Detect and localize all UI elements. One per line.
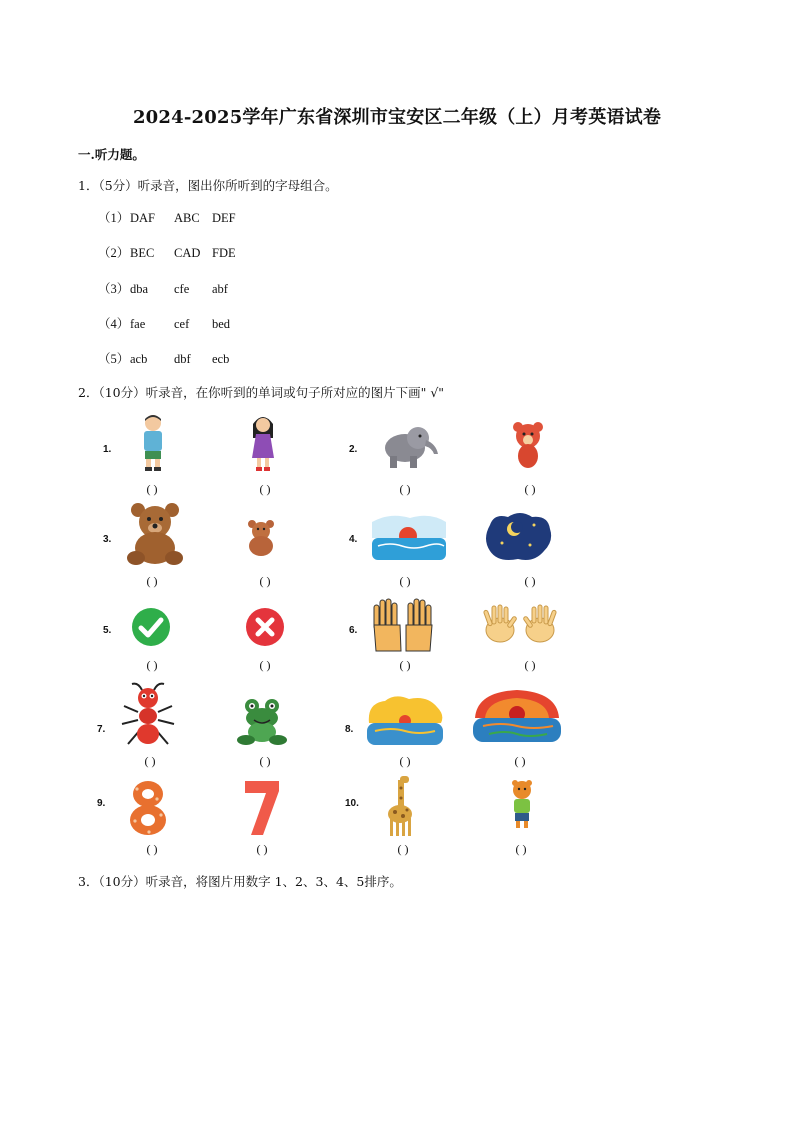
question-3-prompt: 3．（10分）听录音，将图片用数字 1、2、3、4、5排序。 <box>78 874 402 889</box>
option-a[interactable]: acb <box>130 352 148 366</box>
sunrise-over-sea-icon <box>370 512 448 562</box>
option-a[interactable]: dba <box>130 282 149 296</box>
question-2-prompt: 2．（10分）听录音，在你听到的单词或句子所对应的图片下画" √" <box>78 385 445 400</box>
option-b[interactable]: cef <box>174 317 190 331</box>
option-a[interactable]: fae <box>130 317 146 331</box>
option-row <box>98 279 228 297</box>
option-b[interactable]: cfe <box>174 282 190 296</box>
answer-blank[interactable]: ( ) <box>146 658 158 672</box>
girl-icon <box>248 412 278 472</box>
answer-blank[interactable]: ( ) <box>259 482 271 496</box>
option-number: （5） <box>98 352 130 366</box>
boy-icon <box>138 412 168 472</box>
answer-blank[interactable]: ( ) <box>524 574 536 588</box>
answer-blank[interactable]: ( ) <box>524 658 536 672</box>
answer-blank[interactable]: ( ) <box>259 574 271 588</box>
picture-number: 6. <box>349 625 358 636</box>
option-a[interactable]: BEC <box>130 246 155 260</box>
elephant-icon <box>380 418 440 470</box>
sunset-red-icon <box>471 688 563 746</box>
night-moon-icon <box>484 511 554 563</box>
option-number: （2） <box>98 246 130 260</box>
option-number: （3） <box>98 282 130 296</box>
sunset-icon <box>365 693 445 749</box>
option-c[interactable]: DEF <box>212 211 236 225</box>
answer-blank[interactable]: ( ) <box>256 842 268 856</box>
answer-blank[interactable]: ( ) <box>146 842 158 856</box>
answer-blank[interactable]: ( ) <box>397 842 409 856</box>
option-c[interactable]: FDE <box>212 246 236 260</box>
option-c[interactable]: bed <box>212 317 231 331</box>
answer-blank[interactable]: ( ) <box>524 482 536 496</box>
picture-number: 4. <box>349 534 358 545</box>
option-row <box>98 314 230 332</box>
option-row <box>98 208 236 226</box>
option-row <box>98 349 229 367</box>
answer-blank[interactable]: ( ) <box>514 754 526 768</box>
answer-blank[interactable]: ( ) <box>399 574 411 588</box>
answer-blank[interactable]: ( ) <box>399 754 411 768</box>
section-heading: 一.听力题。 <box>78 147 145 162</box>
cross-icon <box>245 607 285 647</box>
option-b[interactable]: CAD <box>174 246 201 260</box>
small-red-animal-icon <box>506 420 550 472</box>
option-row <box>98 243 236 261</box>
picture-number: 10. <box>345 798 359 809</box>
number-8-icon <box>127 779 169 837</box>
answer-blank[interactable]: ( ) <box>515 842 527 856</box>
answer-blank[interactable]: ( ) <box>259 658 271 672</box>
number-7-icon <box>241 777 283 837</box>
answer-blank[interactable]: ( ) <box>399 658 411 672</box>
option-number: （1） <box>98 211 130 225</box>
picture-number: 8. <box>345 724 354 735</box>
tiger-icon <box>509 780 535 830</box>
ten-fingers-icon <box>370 597 438 653</box>
open-hands-icon <box>480 604 560 646</box>
option-b[interactable]: dbf <box>174 352 191 366</box>
question-1-prompt: 1．（5分）听录音，图出你所听到的字母组合。 <box>78 178 338 193</box>
option-c[interactable]: abf <box>212 282 228 296</box>
picture-number: 7. <box>97 724 106 735</box>
picture-number: 1. <box>103 444 112 455</box>
option-b[interactable]: ABC <box>174 211 200 225</box>
answer-blank[interactable]: ( ) <box>259 754 271 768</box>
giraffe-icon <box>383 772 417 838</box>
picture-number: 2. <box>349 444 358 455</box>
frog-icon <box>236 696 288 748</box>
check-icon <box>131 607 171 647</box>
answer-blank[interactable]: ( ) <box>399 482 411 496</box>
page-title: 2024-2025学年广东省深圳市宝安区二年级（上）月考英语试卷 <box>132 107 662 128</box>
option-number: （4） <box>98 317 130 331</box>
small-bear-icon <box>244 519 278 557</box>
picture-number: 9. <box>97 798 106 809</box>
answer-blank[interactable]: ( ) <box>144 754 156 768</box>
answer-blank[interactable]: ( ) <box>146 482 158 496</box>
answer-blank[interactable]: ( ) <box>146 574 158 588</box>
option-a[interactable]: DAF <box>130 211 156 225</box>
ant-icon <box>120 682 176 748</box>
option-c[interactable]: ecb <box>212 352 230 366</box>
picture-number: 5. <box>103 625 112 636</box>
big-bear-icon <box>126 502 184 566</box>
picture-number: 3. <box>103 534 112 545</box>
